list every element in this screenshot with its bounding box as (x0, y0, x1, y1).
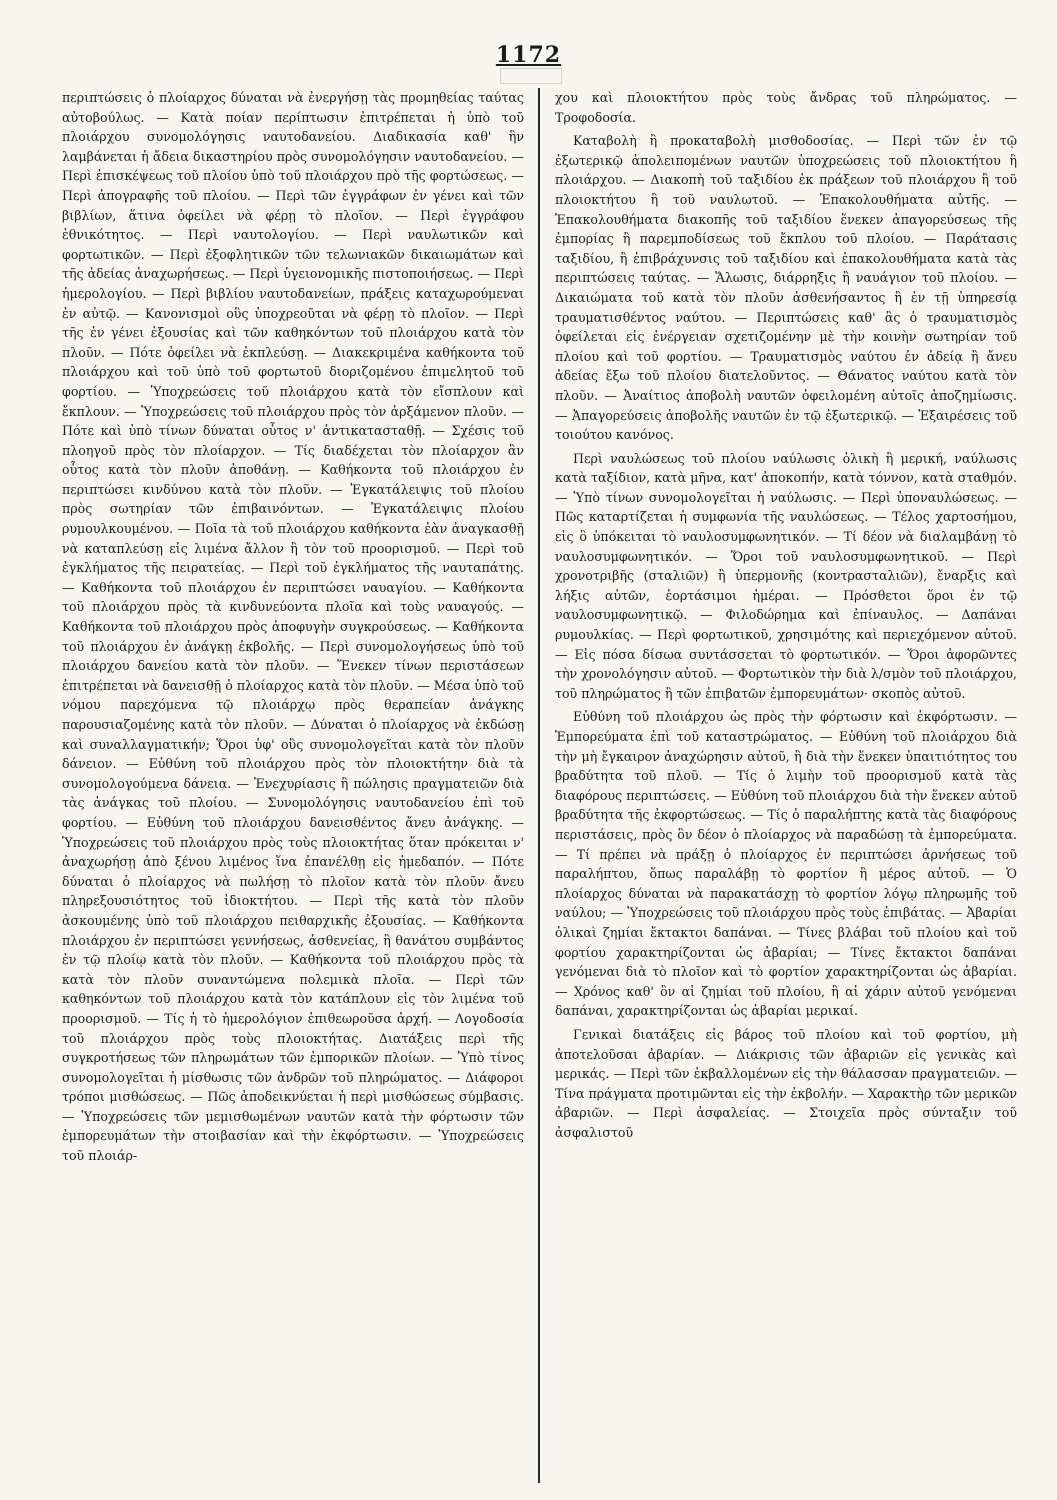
left-column (62, 88, 524, 1483)
column-divider (538, 88, 540, 1483)
page-number: 1172 (495, 42, 562, 68)
right-paragraph: Περὶ ναυλώσεως τοῦ πλοίου ναύλωσις ὁλικὴ ἢ μερική, ναύλωσις κατὰ ταξίδιον, κατὰ μῆνα, κατ' ἀποκοπήν, κατὰ τόννον, κατὰ σταθμόν. — Ὑπὸ τίνων συνομολογεῖται ἡ ναύλωσις. — Περὶ ὑποναυλώσεως. — Πῶς καταρτίζεται ἡ συμφωνία τῆς ναυλώσεως. — Τέλος χαρτοσήμου, εἰς ὃ ὑπόκειται τὸ ναυλοσυμφωνητικόν. — Τί δέον νὰ διαλαμβάνῃ τὸ ναυλοσυμφωνητικόν. — Ὅροι τοῦ ναυλοσυμφωνητικοῦ. — Περὶ χρονοτριβῆς (σταλιῶν) ἢ ὑπερμονῆς (κοντρασταλιῶν), ἔναρξις καὶ λήξις αὐτῶν, ἑορτάσιμοι ἡμέραι. — Πρόσθετοι ὅροι ἐν τῷ ναυλοσυμφωνητικῷ. — Φιλοδώρημα καὶ ἐπίναυλος. — Δαπάναι ρυμουλκίας. — Περὶ φορτωτικοῦ, χρησιμότης καὶ περιεχόμενον αὐτοῦ. — Εἰς πόσα δίσωα συντάσσεται τὸ φορτωτικόν. — Ὅροι ἀφορῶντες τὴν χρονολόγησιν αὐτοῦ. — Φορτωτικὸν τὴν διὰ λ/σμὸν τοῦ πλοιάρχου, τοῦ πληρώματος ἢ τῶν ἐπιβατῶν ἐμπορευμάτων· σκοπὸς αὐτοῦ. (555, 450, 1017, 701)
right-paragraph: Εὐθύνη τοῦ πλοιάρχου ὡς πρὸς τὴν φόρτωσιν καὶ ἐκφόρτωσιν. — Ἐμπορεύματα ἐπὶ τοῦ καταστρώματος. — Εὐθύνη τοῦ πλοιάρχου διὰ τὴν μὴ ἔγκαιρον ἀναχώρησιν αὐτοῦ, ἢ διὰ τὴν ἕνεκεν ὑπαιτιότητος του βραδύτητα τοῦ πλοῦ. — Τίς ὁ λιμὴν τοῦ προορισμοῦ κατὰ τὰς διαφόρους περιπτώσεις. — Εὐθύνη τοῦ πλοιάρχου διὰ τὴν ἕνεκεν αὐτοῦ βραδύτητα τῆς ἐκφορτώσεως. — Τίς ὁ παραλήπτης κατὰ τὰς διαφόρους περιστάσεις, πρὸς ὃν δέον ὁ πλοίαρχος νὰ παραδώσῃ τὰ ἐμπορεύματα. — Τί πρέπει νὰ πράξῃ ὁ πλοίαρχος ἐν περιπτώσει ἀρνήσεως τοῦ παραλήπτου, ὅπως παραλάβῃ τὸ φορτίον ἢ μέρος αὐτοῦ. — Ὁ πλοίαρχος δύναται νὰ παρακατάσχῃ τὸ φορτίον λόγῳ πληρωμῆς τοῦ ναύλου; — Ὑποχρεώσεις τοῦ πλοιάρχου πρὸς τοὺς ἐπιβάτας. — Ἀβαρίαι ὁλικαὶ ζημίαι ἔκτακτοι δαπάναι. — Τίνες βλάβαι τοῦ πλοίου καὶ τοῦ φορτίου χαρακτηρίζονται ὡς ἀβαρίαι; — Τίνες ἔκτακτοι δαπάναι γενόμεναι διὰ τὸ πλοῖον καὶ τὸ φορτίον χαρακτηρίζονται ὡς ἀβαρίαι. — Χρόνος καθ' ὃν αἱ ζημίαι τοῦ πλοίου, ἢ αἱ χάριν αὐτοῦ γενόμεναι δαπάναι, χαρακτηρίζονται ὡς ἀβαρίαι μερικαί. (555, 709, 1017, 1019)
right-paragraph: Γενικαὶ διατάξεις εἰς βάρος τοῦ πλοίου καὶ τοῦ φορτίου, μὴ ἀποτελοῦσαι ἀβαρίαν. — Διάκρισις τῶν ἀβαριῶν εἰς γενικὰς καὶ μερικάς. — Περὶ τῶν ἐκβαλλομένων εἰς τὴν θάλασσαν πραγματειῶν. — Τίνα πράγματα προτιμῶνται εἰς τὴν ἐκβολήν. — Χαρακτὴρ τῶν μερικῶν ἀβαριῶν. — Περὶ ἀσφαλείας. — Στοιχεῖα πρὸς σύνταξιν τοῦ ἀσφαλιστοῦ (555, 1026, 1017, 1140)
right-paragraph: χου καὶ πλοιοκτήτου πρὸς τοὺς ἄνδρας τοῦ πληρώματος. — Τροφοδοσία. (555, 90, 1017, 125)
right-paragraph: Καταβολὴ ἢ προκαταβολὴ μισθοδοσίας. — Περὶ τῶν ἐν τῷ ἐξωτερικῷ ἀπολειπομένων ναυτῶν ὑποχρεώσεις τοῦ πλοιοκτήτου ἢ πλοιάρχου. — Διακοπὴ τοῦ ταξιδίου ἐκ πράξεων τοῦ πλοιάρχου ἢ τοῦ πλοιοκτήτου ἢ τοῦ ναυλωτοῦ. — Ἐπακολουθήματα αὐτῆς. — Ἐπακολουθήματα διακοπῆς τοῦ ταξιδίου ἕνεκεν ἀπαγορεύσεως τῆς ἐμπορίας ἢ παρεμποδίσεως τοῦ ἔκπλου τοῦ πλοίου. — Παράτασις ταξιδίου, ἢ ἐπιβράχυνσις τοῦ ταξιδίου καὶ ἐπακολουθήματα κατὰ τὰς περιπτώσεις ταύτας. — Ἅλωσις, διάρρηξις ἢ ναυάγιον τοῦ πλοίου. — Δικαιώματα τοῦ κατὰ τὸν πλοῦν ἀσθενήσαντος ἢ ἐν τῇ ὑπηρεσίᾳ τραυματισθέντος ναύτου. — Περιπτώσεις καθ' ἃς ὁ τραυματισμὸς ὀφείλεται εἰς ἐνέργειαν σχετιζομένην μὲ τὴν κοινὴν σωτηρίαν τοῦ πλοίου καὶ τοῦ φορτίου. — Τραυματισμὸς ναύτου ἐν ἀδείᾳ ἢ ἄνευ ἀδείας ἔξω τοῦ πλοίου διατελοῦντος. — Θάνατος ναύτου κατὰ τὸν πλοῦν. — Ἀναίτιος ἀποβολὴ ναυτῶν ὀφειλομένη αὐτοῖς ἀποζημίωσις. — Ἀπαγορεύσεις ἀποβολῆς ναυτῶν ἐν τῷ ἐξωτερικῷ. — Ἐξαιρέσεις τοῦ τοιούτου κανόνος. (555, 133, 1017, 443)
left-paragraph: περιπτώσεις ὁ πλοίαρχος δύναται νὰ ἐνεργήσῃ τὰς προμηθείας ταύτας αὐτοβούλως. — Κατὰ ποίαν περίπτωσιν ἐπιτρέπεται ἡ ὑπὸ τοῦ πλοιάρχου συνομολόγησις ναυτοδανείου. Διαδικασία καθ' ἣν λαμβάνεται ἡ ἄδεια δικαστηρίου πρὸς συνομολόγησιν ναυτοδανείου. — Περὶ ἐπισκέψεως τοῦ πλοίου ὑπὸ τοῦ πλοιάρχου πρὸ τῆς φορτώσεως. — Περὶ ἀπογραφῆς τοῦ πλοίου. — Περὶ τῶν ἐγγράφων ἐν γένει καὶ τῶν βιβλίων, ἅτινα ὀφείλει νὰ φέρῃ τὸ πλοῖον. — Περὶ ἐγγράφου ἐθνικότητος. — Περὶ ναυτολογίου. — Περὶ ναυλωτικῶν καὶ φορτωτικῶν. — Περὶ ἐξοφλητικῶν τῶν τελωνιακῶν δικαιωμάτων καὶ τῆς ἀδείας ἀναχωρήσεως. — Περὶ ὑγειονομικῆς πιστοποιήσεως. — Περὶ ἡμερολογίου. — Περὶ βιβλίου ναυτοδανείων, πράξεις καταχωρούμεναι ἐν αὐτῷ. — Κανονισμοὶ οὓς ὑποχρεοῦται νὰ φέρῃ τὸ πλοῖον. — Περὶ τῆς ἐν γένει ἐξουσίας καὶ τῶν καθηκόντων τοῦ πλοιάρχου κατὰ τὸν πλοῦν. — Πότε ὀφείλει νὰ ἐκπλεύσῃ. — Διακεκριμένα καθήκοντα τοῦ πλοιάρχου καὶ τοῦ ὑπὸ τοῦ φορτωτοῦ διοριζομένου ἐπιμελητοῦ τοῦ φορτίου. — Ὑποχρεώσεις τοῦ πλοιάρχου κατὰ τὸν εἴσπλουν καὶ ἔκπλουν. — Ὑποχρεώσεις τοῦ πλοιάρχου πρὸς τὸν ἀρξάμενον πλοῦν. — Πότε καὶ ὑπὸ τίνων δύναται οὗτος ν' ἀντικατασταθῇ. — Σχέσις τοῦ πλοηγοῦ πρὸς τὸν πλοίαρχον. — Τίς διαδέχεται τὸν πλοίαρχον ἂν οὗτος κατὰ τὸν πλοῦν ἀποθάνῃ. — Καθήκοντα τοῦ πλοιάρχου ἐν περιπτώσει κινδύνου κατὰ τὸν πλοῦν. — Ἐγκατάλειψις τοῦ πλοίου πρὸς σωτηρίαν τῶν ἐπιβαινόντων. — Ἐγκατάλειψις πλοίου ρυμουλκουμένου. — Ποῖα τὰ τοῦ πλοιάρχου καθήκοντα ἐὰν ἀναγκασθῇ νὰ καταπλεύσῃ εἰς λιμένα ἄλλον ἢ τὸν τοῦ προορισμοῦ. — Περὶ τοῦ ἐγκλήματος τῆς πειρατείας. — Περὶ τοῦ ἐγκλήματος τῆς ναυταπάτης. — Καθήκοντα τοῦ πλοιάρχου ἐν περιπτώσει ναυαγίου. — Καθήκοντα τοῦ πλοιάρχου πρὸς τὰ κινδυνεύοντα πλοῖα καὶ τοὺς ναυαγούς. — Καθήκοντα τοῦ πλοιάρχου πρὸς ἀποφυγὴν συγκρούσεως. — Καθήκοντα τοῦ πλοιάρχου ἐν ἀνάγκῃ ἐκβολῆς. — Περὶ συνομολογήσεως ὑπὸ τοῦ πλοιάρχου δανείου κατὰ τὸν πλοῦν. — Ἕνεκεν τίνων περιστάσεων ἐπιτρέπεται νὰ δανεισθῇ ὁ πλοίαρχος κατὰ τὸν πλοῦν. — Μέσα ὑπὸ τοῦ νόμου παρεχόμενα τῷ πλοιάρχῳ πρὸς θεραπείαν ἀνάγκης παρουσιαζομένης κατὰ τὸν πλοῦν. — Δύναται ὁ πλοίαρχος νὰ ἐκδώσῃ καὶ συναλλαγματικήν; Ὅροι ὑφ' οὓς συνομολογεῖται κατὰ τὸν πλοῦν δάνειον. — Εὐθύνη τοῦ πλοιάρχου πρὸς τὸν πλοιοκτήτην διὰ τὰ συνομολογούμενα δάνεια. — Ἐνεχυρίασις ἢ πώλησις πραγματειῶν διὰ τὰς ἀνάγκας τοῦ πλοίου. — Συνομολόγησις ναυτοδανείου ἐπὶ τοῦ φορτίου. — Εὐθύνη τοῦ πλοιάρχου δανεισθέντος ἄνευ ἀνάγκης. — Ὑποχρεώσεις τοῦ πλοιάρχου πρὸς τοὺς πλοιοκτήτας ὅταν πρόκειται ν' ἀναχωρήσῃ ἀπὸ ξένου λιμένος ἵνα ἐπανέλθῃ εἰς ἡμεδαπόν. — Πότε δύναται ὁ πλοίαρχος νὰ πωλήσῃ τὸ πλοῖον κατὰ τὸν πλοῦν ἄνευ πληρεξουσιότητος τοῦ ἰδιοκτήτου. — Περὶ τῆς κατὰ τὸν πλοῦν ἀσκουμένης ὑπὸ τοῦ πλοιάρχου πειθαρχικῆς ἐξουσίας. — Καθήκοντα πλοιάρχου ἐν περιπτώσει γεννήσεως, ἀσθενείας, ἢ θανάτου συμβάντος ἐν τῷ πλοίῳ κατὰ τὸν πλοῦν. — Καθήκοντα τοῦ πλοιάρχου πρὸς τὰ κατὰ τὸν πλοῦν συναντώμενα πολεμικὰ πλοῖα. — Περὶ τῶν καθηκόντων τοῦ πλοιάρχου κατὰ τὸν κατάπλουν εἰς τὸν λιμένα τοῦ προορισμοῦ. — Τίς ἡ τὸ ἡμερολόγιον ἐπιθεωροῦσα ἀρχή. — Λογοδοσία τοῦ πλοιάρχου πρὸς τοὺς πλοιοκτήτας. Διατάξεις περὶ τῆς συγκροτήσεως τῶν πληρωμάτων τῶν ἐμπορικῶν πλοίων. — Ὑπὸ τίνος συνομολογεῖται ἡ μίσθωσις τῶν ἀνδρῶν τοῦ πληρώματος. — Διάφοροι τρόποι μισθώσεως. — Πῶς ἀποδεικνύεται ἡ περὶ μισθώσεως σύμβασις. — Ὑποχρεώσεις τῶν μεμισθωμένων ναυτῶν κατὰ τὴν φόρτωσιν τῶν ἐμπορευμάτων τὴν στοιβασίαν καὶ τὴν ἐκφόρτωσιν. — Ὑποχρεώσεις τοῦ πλοιάρ- (62, 90, 524, 1164)
faded-stamp (500, 68, 562, 84)
right-column (555, 88, 1017, 1483)
